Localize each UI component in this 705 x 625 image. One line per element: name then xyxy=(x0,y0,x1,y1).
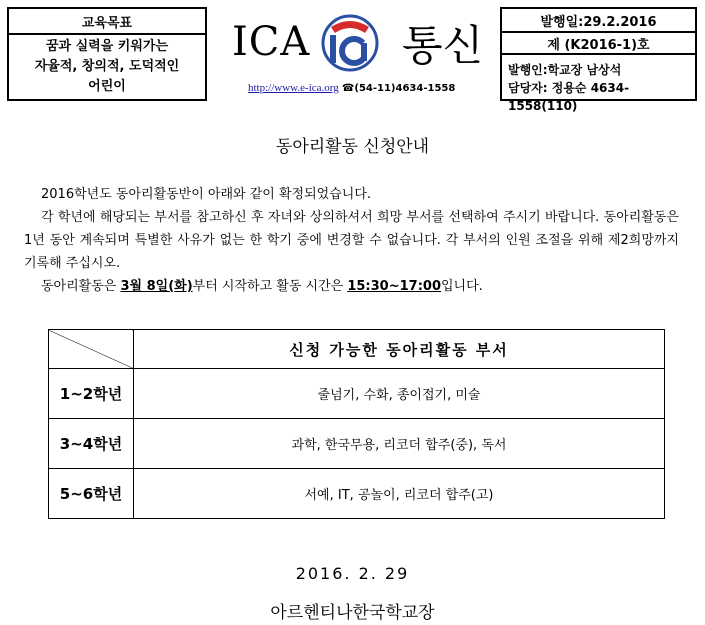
brand-name: ICA xyxy=(232,19,311,65)
activity-time: 15:30~17:00 xyxy=(347,279,441,294)
document-date: 2016. 2. 29 xyxy=(295,564,410,583)
newsletter-label: 통신 xyxy=(402,21,484,70)
table-row xyxy=(49,419,665,469)
grade-cell: 3~4학년 xyxy=(49,419,134,469)
page-title: 동아리활동 신청안내 xyxy=(275,137,430,157)
issue-number: 제 (K2016-1)호 xyxy=(500,33,697,55)
p3-text-a: 동아리활동은 xyxy=(41,279,121,294)
issue-date: 발행일:29.2.2016 xyxy=(500,7,697,33)
education-goal-title: 교육목표 xyxy=(7,7,207,35)
phone-number: ☎(54-11)4634-1558 xyxy=(341,83,456,94)
start-date: 3월 8일(화) xyxy=(120,279,193,294)
table-header: 신청 가능한 동아리활동 부서 xyxy=(134,330,665,369)
signature: 아르헨티나한국학교장 xyxy=(270,603,435,623)
p3-text-b: 부터 시작하고 활동 시간은 xyxy=(192,279,348,294)
grade-cell: 1~2학년 xyxy=(49,369,134,419)
body-text xyxy=(24,183,679,298)
grade-cell: 5~6학년 xyxy=(49,469,134,519)
diagonal-corner-cell xyxy=(49,330,134,369)
paragraph-2: 각 학년에 해당되는 부서를 참고하신 후 자녀와 상의하셔서 희망 부서를 선택하여 주시기 바랍니다. 동아리활동은 1년 동안 계속되며 특별한 사유가 없는 한 학기 중에 변경할 수 없습니다. 각 부서의 인원 조절을 위해 제2희망까지 기록해 주십시오. xyxy=(24,210,679,271)
website-link[interactable]: http://www.e-ica.org xyxy=(248,82,339,94)
publisher: 발행인:학교장 남상석 xyxy=(508,63,622,77)
newsletter-header xyxy=(7,7,697,113)
table-row xyxy=(49,369,665,419)
education-goal-text: 꿈과 실력을 키워가는 자율적, 창의적, 도덕적인 어린이 xyxy=(7,35,207,101)
clubs-cell: 서예, IT, 공놀이, 리코더 합주(고) xyxy=(134,469,665,519)
paragraph-3 xyxy=(24,275,679,298)
clubs-cell: 줄넘기, 수화, 종이접기, 미술 xyxy=(134,369,665,419)
publisher-info xyxy=(500,55,697,113)
school-logo-icon xyxy=(321,13,379,75)
table-row xyxy=(49,469,665,519)
contact-person: 담당자: 정용순 4634-1558(110) xyxy=(508,81,630,113)
clubs-cell: 과학, 한국무용, 리코더 합주(중), 독서 xyxy=(134,419,665,469)
p3-text-c: 입니다. xyxy=(441,279,483,294)
table-header-row xyxy=(49,330,665,369)
contact-line xyxy=(248,82,455,94)
paragraph-1: 2016학년도 동아리활동반이 아래와 같이 확정되었습니다. xyxy=(41,187,372,202)
masthead xyxy=(214,7,496,101)
club-table xyxy=(48,329,665,519)
